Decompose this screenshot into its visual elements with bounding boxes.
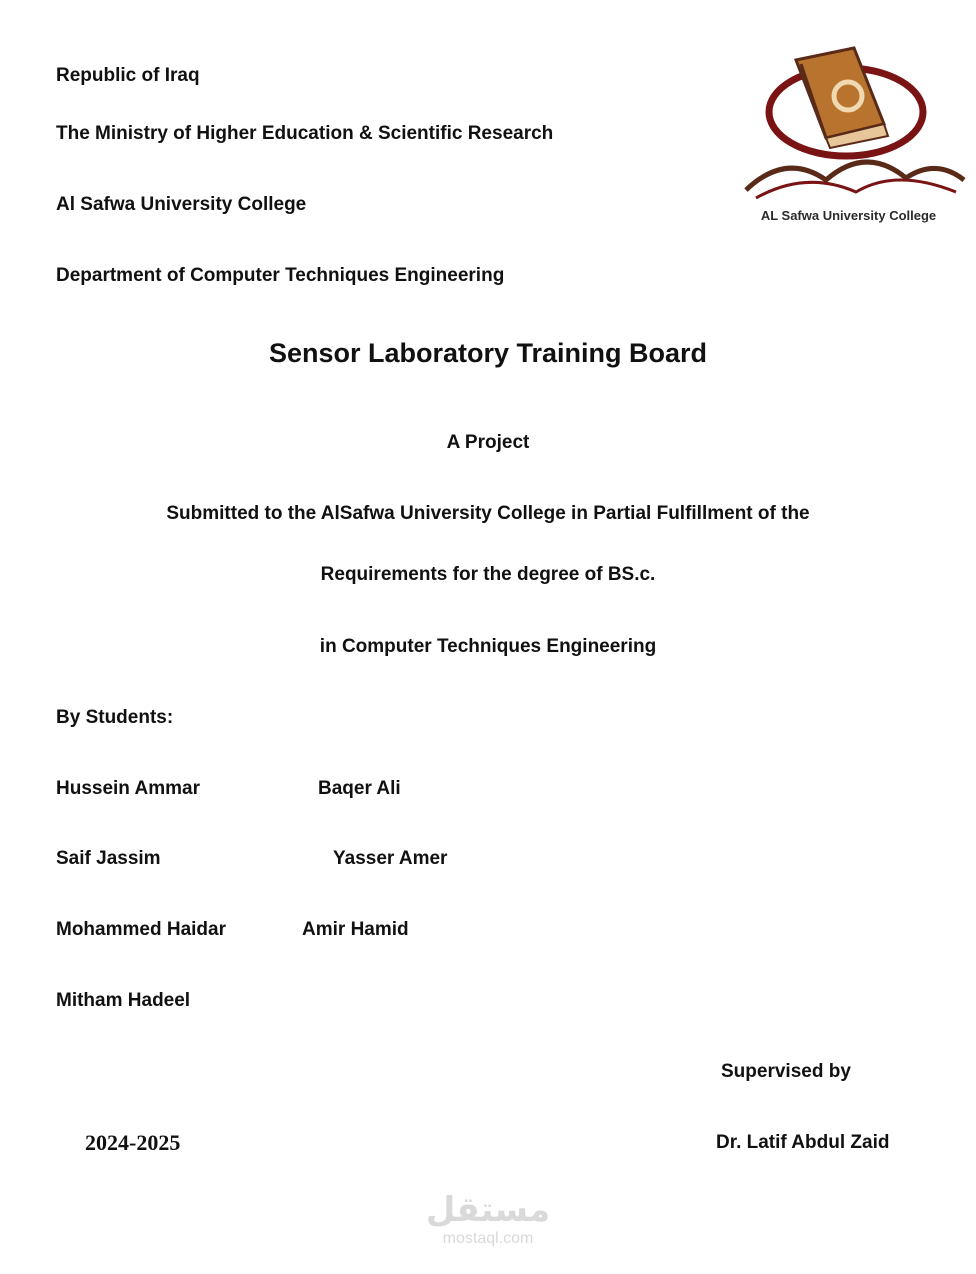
submission-line-1: Submitted to the AlSafwa University College in Partial Fulfillment of the <box>166 503 810 524</box>
supervisor-name: Dr. Latif Abdul Zaid <box>716 1132 890 1153</box>
logo-english-name: AL Safwa University College <box>760 208 937 223</box>
ministry-line: The Ministry of Higher Education & Scientific Research <box>56 123 554 144</box>
student-name: Yasser Amer <box>333 848 448 869</box>
submission-line-3: in Computer Techniques Engineering <box>319 636 657 657</box>
student-name: Baqer Ali <box>318 778 401 799</box>
college-line: Al Safwa University College <box>56 194 307 215</box>
mostaql-watermark <box>388 1190 588 1254</box>
department-line: Department of Computer Techniques Engineering <box>56 265 505 286</box>
academic-year: 2024-2025 <box>85 1130 181 1155</box>
students-label: By Students: <box>56 707 174 728</box>
book-logo-icon <box>726 40 971 210</box>
document-title: Sensor Laboratory Training Board <box>268 338 708 368</box>
student-name: Mitham Hadeel <box>56 990 191 1011</box>
watermark-arabic: مستقل <box>425 1190 551 1230</box>
submission-line-2: Requirements for the degree of BS.c. <box>320 564 656 585</box>
student-name: Saif Jassim <box>56 848 161 869</box>
college-logo <box>726 40 971 230</box>
project-label: A Project <box>446 432 530 453</box>
country-line: Republic of Iraq <box>56 65 200 86</box>
watermark-latin: mostaql.com <box>442 1230 534 1247</box>
student-name: Mohammed Haidar <box>56 919 226 940</box>
supervisor-label: Supervised by <box>721 1061 851 1082</box>
student-name: Amir Hamid <box>302 919 409 940</box>
student-name: Hussein Ammar <box>56 778 200 799</box>
